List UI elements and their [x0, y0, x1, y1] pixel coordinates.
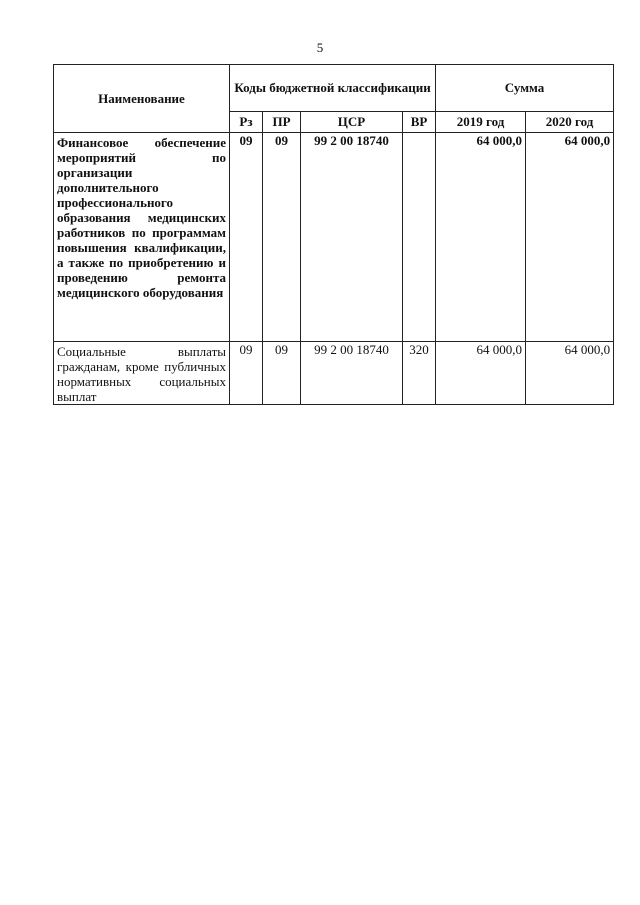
row-2019: 64 000,0 [436, 133, 526, 342]
row-pr: 09 [263, 133, 301, 342]
header-rz: Рз [230, 112, 263, 133]
row-2020: 64 000,0 [526, 133, 614, 342]
row-name: Социальные выплаты гражданам, кроме публичных нормативных социальных выплат [54, 342, 230, 405]
header-vr: ВР [403, 112, 436, 133]
row-vr [403, 133, 436, 342]
row-pr: 09 [263, 342, 301, 405]
header-2019: 2019 год [436, 112, 526, 133]
row-2019: 64 000,0 [436, 342, 526, 405]
row-rz: 09 [230, 133, 263, 342]
table-header-row [54, 65, 614, 112]
header-name: Наименование [54, 65, 230, 133]
header-pr: ПР [263, 112, 301, 133]
row-name: Финансовое обеспечение мероприятий по организации дополнительного профессионального образования медицинских работников по программам повышения квалификации, а также по приобретению и проведению ремонта медицинского оборудования [54, 133, 230, 342]
header-2020: 2020 год [526, 112, 614, 133]
header-sum: Сумма [436, 65, 614, 112]
row-csr: 99 2 00 18740 [301, 133, 403, 342]
header-csr: ЦСР [301, 112, 403, 133]
row-2020: 64 000,0 [526, 342, 614, 405]
table-row [54, 342, 614, 405]
row-rz: 09 [230, 342, 263, 405]
table-row [54, 133, 614, 342]
row-csr: 99 2 00 18740 [301, 342, 403, 405]
row-vr: 320 [403, 342, 436, 405]
budget-table [53, 64, 614, 405]
header-codes: Коды бюджетной классификации [230, 65, 436, 112]
page-number: 5 [316, 40, 324, 55]
